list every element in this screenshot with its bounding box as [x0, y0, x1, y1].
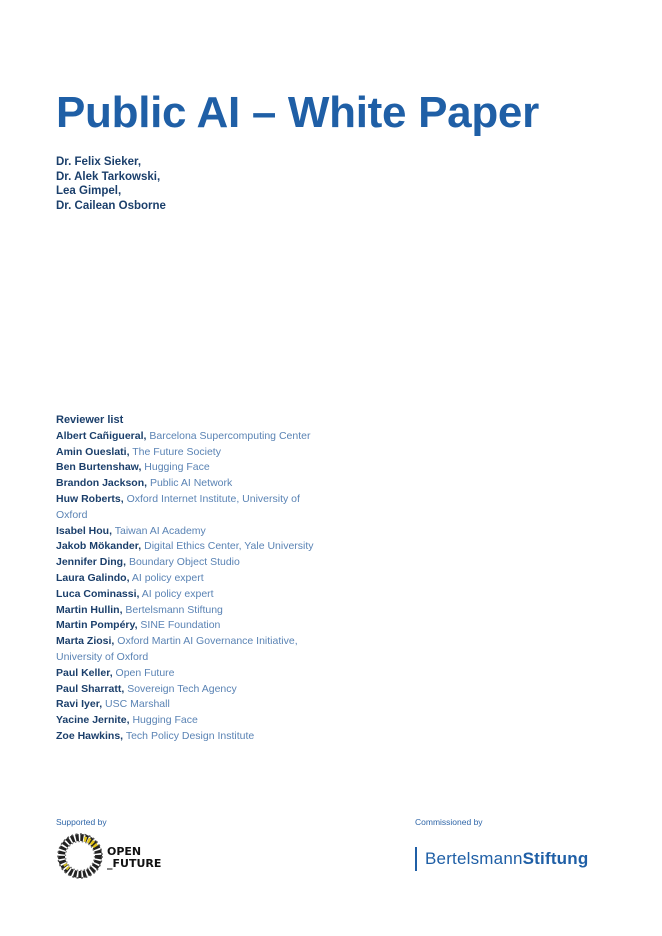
reviewer-entry [56, 618, 331, 634]
reviewer-affiliation: Tech Policy Design Institute [125, 729, 255, 742]
reviewer-list [56, 413, 331, 745]
reviewer-name: Jakob Mökander, [56, 540, 142, 553]
reviewer-entry [56, 697, 331, 713]
reviewer-name: Laura Galindo, [56, 571, 130, 584]
reviewer-affiliation: Hugging Face [144, 461, 210, 474]
reviewer-name: Ben Burtenshaw, [56, 461, 142, 474]
commissioned-by-label: Commissioned by [415, 817, 483, 827]
logo-divider [415, 847, 417, 871]
reviewer-affiliation: Taiwan AI Academy [114, 524, 206, 537]
author-name: Dr. Cailean Osborne [56, 199, 166, 212]
open-future-wordmark-line: OPEN [107, 845, 142, 858]
reviewer-entry [56, 539, 331, 555]
wordmark-bold: Stiftung [522, 849, 589, 868]
author-name: Dr. Alek Tarkowski, [56, 170, 161, 183]
reviewer-name: Amin Oueslati, [56, 445, 130, 458]
reviewer-name: Paul Keller, [56, 666, 113, 679]
open-future-logo-mark-icon [56, 832, 104, 880]
open-future-wordmark-line: _FUTURE [107, 857, 162, 870]
reviewer-entry [56, 571, 331, 587]
bertelsmann-stiftung-wordmark [425, 849, 588, 869]
reviewer-entry [56, 460, 331, 476]
reviewer-entry [56, 713, 331, 729]
reviewer-entry [56, 492, 331, 524]
reviewer-name: Luca Cominassi, [56, 587, 140, 600]
wordmark-regular: Bertelsmann [425, 849, 523, 868]
reviewer-affiliation: Oxford Internet Institute, University of Oxford [56, 492, 300, 521]
reviewer-affiliation: Hugging Face [132, 714, 198, 727]
reviewer-affiliation: Digital Ethics Center, Yale University [144, 540, 314, 553]
author-name: Lea Gimpel, [56, 185, 122, 197]
reviewer-affiliation: SINE Foundation [140, 619, 221, 632]
reviewer-name: Brandon Jackson, [56, 477, 148, 490]
reviewer-name: Martin Pompéry, [56, 619, 138, 632]
reviewer-entry [56, 729, 331, 745]
reviewer-entry [56, 682, 331, 698]
reviewer-affiliation: USC Marshall [105, 698, 170, 711]
open-future-logo [56, 832, 171, 880]
author-name: Dr. Felix Sieker, [56, 156, 142, 168]
page-title: Public AI – White Paper [56, 88, 539, 137]
reviewer-affiliation: Boundary Object Studio [128, 556, 240, 569]
reviewer-affiliation: Sovereign Tech Agency [127, 682, 237, 695]
reviewer-affiliation: AI policy expert [141, 587, 214, 600]
reviewer-entry [56, 634, 331, 666]
reviewer-entry [56, 666, 331, 682]
author-list [56, 155, 166, 213]
reviewer-affiliation: Barcelona Supercomputing Center [149, 429, 311, 442]
reviewer-affiliation: AI policy expert [131, 571, 204, 584]
reviewer-name: Jennifer Ding, [56, 556, 127, 569]
supported-by-label: Supported by [56, 817, 107, 827]
reviewer-name: Marta Ziosi, [56, 635, 115, 648]
reviewer-entry [56, 555, 331, 571]
reviewer-affiliation: Bertelsmann Stiftung [125, 603, 223, 616]
reviewer-entry [56, 429, 331, 445]
reviewer-entry [56, 476, 331, 492]
reviewer-name: Zoe Hawkins, [56, 729, 124, 742]
reviewer-affiliation: Oxford Martin AI Governance Initiative, University of Oxford [56, 635, 298, 663]
reviewer-affiliation: The Future Society [132, 445, 221, 458]
reviewer-name: Isabel Hou, [56, 524, 113, 537]
reviewer-name: Paul Sharratt, [56, 682, 125, 695]
reviewer-name: Martin Hullin, [56, 603, 123, 616]
reviewer-affiliation: Public AI Network [149, 477, 233, 490]
reviewer-entry [56, 603, 331, 619]
reviewer-entry [56, 587, 331, 603]
reviewer-list-heading: Reviewer list [56, 414, 124, 426]
reviewer-name: Ravi Iyer, [56, 698, 103, 711]
reviewer-name: Albert Cañigueral, [56, 429, 147, 442]
reviewer-entry [56, 524, 331, 540]
reviewer-name: Yacine Jernite, [56, 714, 130, 727]
open-future-wordmark [107, 846, 161, 870]
reviewer-affiliation: Open Future [115, 666, 175, 679]
reviewer-name: Huw Roberts, [56, 492, 124, 505]
reviewer-entry [56, 445, 331, 461]
